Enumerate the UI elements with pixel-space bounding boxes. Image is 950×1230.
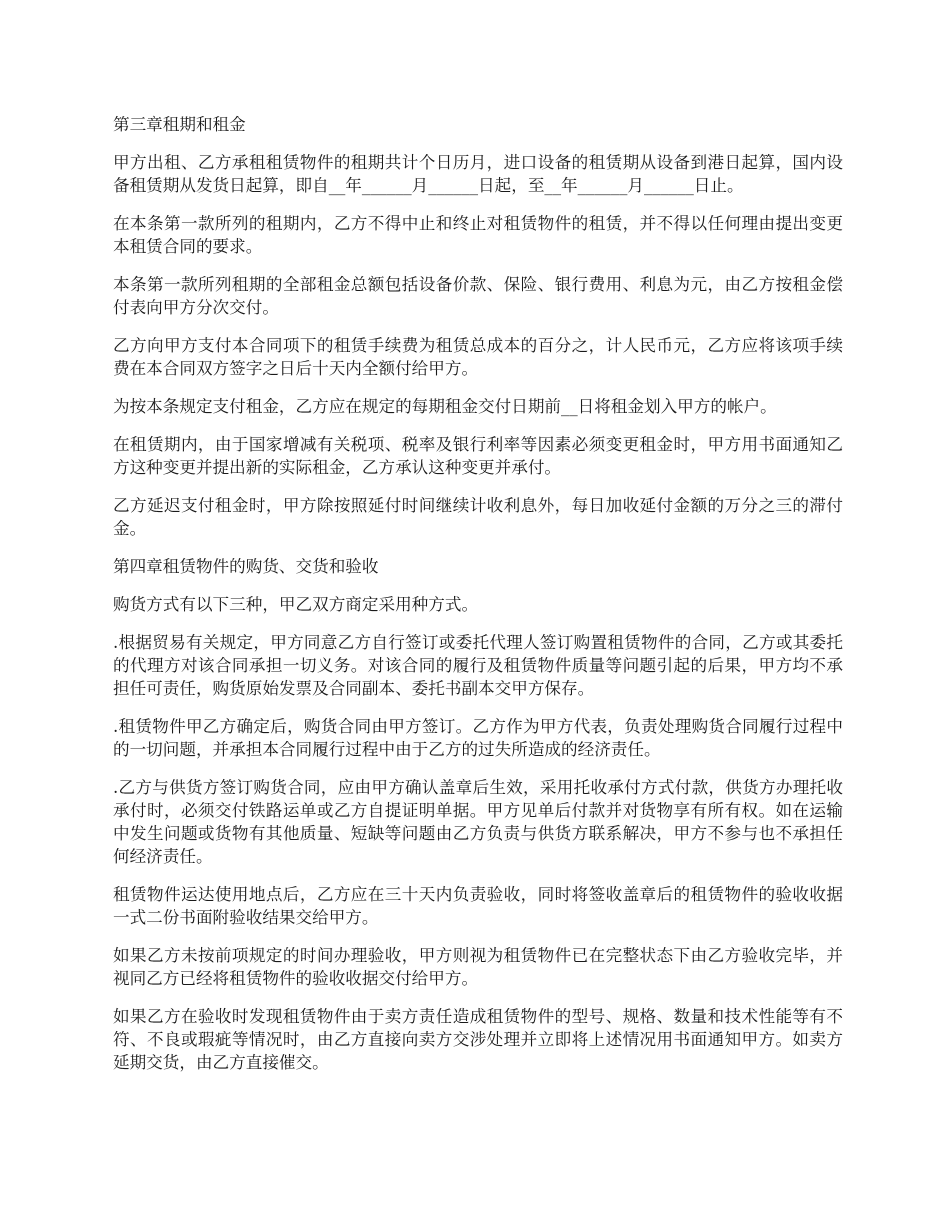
paragraph-acceptance: 租赁物件运达使用地点后，乙方应在三十天内负责验收，同时将签收盖章后的租赁物件的验收收据一式二份书面附验收结果交给甲方。 <box>113 885 843 927</box>
chapter-4-heading: 第四章租赁物件的购货、交货和验收 <box>113 557 379 576</box>
paragraph-rent-change: 在租赁期内，由于国家增减有关税项、税率及银行利率等因素必须变更租金时，甲方用书面通知乙方这种变更并提出新的实际租金，乙方承认这种变更并承付。 <box>113 435 843 477</box>
paragraph-defects: 如果乙方在验收时发现租赁物件由于卖方责任造成租赁物件的型号、规格、数量和技术性能等有不符、不良或瑕疵等情况时，由乙方直接向卖方交涉处理并立即将上述情况用书面通知甲方。如卖方延期交货，由乙方直接催交。 <box>113 1007 843 1072</box>
paragraph-payment-deadline: 为按本条规定支付租金，乙方应在规定的每期租金交付日期前__日将租金划入甲方的帐户。 <box>113 397 777 416</box>
paragraph-method-1: .根据贸易有关规定，甲方同意乙方自行签订或委托代理人签订购置租赁物件的合同，乙方或其委托的代理方对该合同承担一切义务。对该合同的履行及租赁物件质量等问题引起的后果，甲方均不承担任可责任，购货原始发票及合同副本、委托书副本交甲方保存。 <box>113 633 843 698</box>
paragraph-no-termination: 在本条第一款所列的租期内，乙方不得中止和终止对租赁物件的租赁，并不得以任何理由提出变更本租赁合同的要求。 <box>113 214 843 256</box>
paragraph-late-payment: 乙方延迟支付租金时，甲方除按照延付时间继续计收利息外，每日加收延付金额的万分之三的滞付金。 <box>113 496 843 538</box>
paragraph-handling-fee: 乙方向甲方支付本合同项下的租赁手续费为租赁总成本的百分之，计人民币元，乙方应将该项手续费在本合同双方签字之日后十天内全额付给甲方。 <box>113 336 843 378</box>
document-page <box>113 113 843 1089</box>
paragraph-purchase-methods: 购货方式有以下三种，甲乙双方商定采用种方式。 <box>113 595 479 614</box>
paragraph-deemed-acceptance: 如果乙方未按前项规定的时间办理验收，甲方则视为租赁物件已在完整状态下由乙方验收完毕，并视同乙方已经将租赁物件的验收收据交付给甲方。 <box>113 946 843 988</box>
chapter-3-heading: 第三章租期和租金 <box>113 115 246 134</box>
paragraph-method-3: .乙方与供货方签订购货合同，应由甲方确认盖章后生效，采用托收承付方式付款，供货方办理托收承付时，必须交付铁路运单或乙方自提证明单据。甲方见单后付款并对货物享有所有权。如在运输中发生问题或货物有其他质量、短缺等问题由乙方负责与供货方联系解决，甲方不参与也不承担任何经济责任。 <box>113 778 843 866</box>
paragraph-total-rent: 本条第一款所列租期的全部租金总额包括设备价款、保险、银行费用、利息为元，由乙方按租金偿付表向甲方分次交付。 <box>113 275 843 317</box>
paragraph-method-2: .租赁物件甲乙方确定后，购货合同由甲方签订。乙方作为甲方代表，负责处理购货合同履行过程中的一切问题，并承担本合同履行过程中由于乙方的过失所造成的经济责任。 <box>113 717 843 759</box>
paragraph-lease-term: 甲方出租、乙方承租租赁物件的租期共计个日历月，进口设备的租赁期从设备到港日起算，国内设备租赁期从发货日起算，即自__年______月______日起，至__年______月______日止。 <box>113 153 843 195</box>
